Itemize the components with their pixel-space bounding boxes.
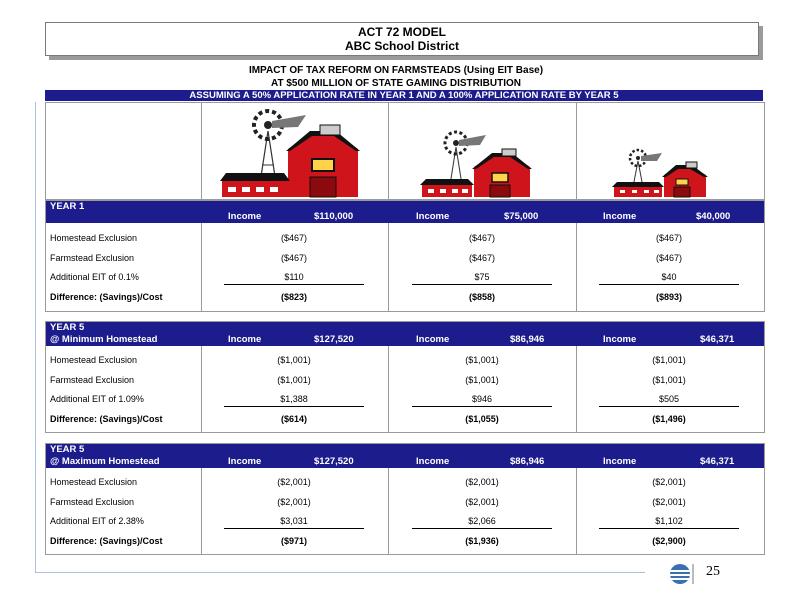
shed-icon (420, 179, 474, 197)
sum-underline (599, 406, 739, 407)
frame-bottom-line (35, 572, 645, 573)
cell-value: ($2,001) (465, 477, 499, 487)
barn-icon (662, 162, 708, 197)
cell-value: $3,031 (280, 516, 308, 526)
title-line-2: ABC School District (344, 39, 459, 53)
income-value: $46,371 (700, 334, 735, 345)
cell-value: ($1,001) (277, 375, 311, 385)
sum-underline (412, 528, 552, 529)
income-label: Income (228, 456, 262, 467)
title-line-1: ACT 72 MODEL (357, 25, 446, 39)
cell-value: ($2,001) (277, 477, 311, 487)
row-label: Additional EIT of 1.09% (50, 394, 144, 404)
subtitle-line-2: AT $500 MILLION OF STATE GAMING DISTRIBUTION (270, 78, 521, 89)
income-label: Income (228, 334, 262, 345)
cell-value: ($467) (280, 233, 307, 243)
shed-icon (220, 173, 290, 197)
assumption-banner: ASSUMING A 50% APPLICATION RATE IN YEAR 1 AND A 100% APPLICATION RATE BY YEAR 5 (45, 90, 763, 101)
section-header (46, 444, 764, 468)
cell-value: $1,388 (280, 394, 308, 404)
cell-value: ($1,001) (652, 355, 686, 365)
row-label-total: Difference: (Savings)/Cost (50, 292, 163, 302)
row-label: Farmstead Exclusion (50, 375, 135, 385)
sum-underline (599, 284, 739, 285)
section-year-1 (45, 200, 765, 312)
cell-value: ($467) (655, 233, 682, 243)
cell-value: $75 (474, 272, 490, 282)
row-label: Homestead Exclusion (50, 233, 138, 243)
cell-value: ($1,001) (277, 355, 311, 365)
row-label: Additional EIT of 0.1% (50, 272, 139, 282)
income-value: $127,520 (314, 456, 354, 467)
cell-value: ($2,001) (465, 497, 499, 507)
cell-total: ($2,900) (652, 536, 686, 546)
income-value: $40,000 (696, 211, 731, 222)
income-label: Income (228, 211, 262, 222)
barn-icon (286, 125, 360, 197)
income-value: $86,946 (510, 456, 545, 467)
section-title: YEAR 1 (50, 201, 85, 212)
sum-underline (599, 528, 739, 529)
barn-icon (472, 149, 532, 197)
cell-total: ($971) (280, 536, 307, 546)
cell-value: $110 (284, 272, 304, 282)
shed-icon (612, 182, 664, 197)
income-label: Income (603, 334, 637, 345)
income-label: Income (416, 334, 450, 345)
sum-underline (412, 284, 552, 285)
farm-illustration-row (45, 102, 765, 200)
row-label: Homestead Exclusion (50, 355, 138, 365)
section-subtitle: @ Maximum Homestead (50, 456, 160, 467)
section-subtitle: @ Minimum Homestead (50, 334, 158, 345)
income-label: Income (416, 456, 450, 467)
subtitle-line-1: IMPACT OF TAX REFORM ON FARMSTEADS (Using EIT Base) (248, 65, 544, 76)
income-value: $86,946 (510, 334, 545, 345)
cell-total: ($893) (655, 292, 682, 302)
page-number: 25 (706, 564, 720, 579)
sum-underline (412, 406, 552, 407)
farm-large-illustration (218, 103, 378, 199)
cell-value: ($467) (655, 253, 682, 263)
row-label: Farmstead Exclusion (50, 497, 135, 507)
cell-total: ($823) (280, 292, 307, 302)
cell-value: ($1,001) (652, 375, 686, 385)
income-label: Income (603, 456, 637, 467)
section-title: YEAR 5 (50, 444, 85, 455)
income-value: $110,000 (314, 211, 354, 222)
cell-total: ($858) (468, 292, 495, 302)
row-label: Homestead Exclusion (50, 477, 138, 487)
cell-value: ($2,001) (652, 477, 686, 487)
windmill-icon (630, 150, 662, 187)
income-value: $46,371 (700, 456, 735, 467)
cell-total: ($1,936) (465, 536, 499, 546)
income-value-label: Income (603, 211, 637, 222)
cell-value: ($467) (468, 253, 495, 263)
sum-underline (224, 528, 364, 529)
cell-total: ($1,496) (652, 414, 686, 424)
cell-total: ($1,055) (465, 414, 499, 424)
cell-value: ($1,001) (465, 355, 499, 365)
cell-value: $946 (471, 394, 493, 404)
cell-value: ($467) (280, 253, 307, 263)
cell-value: ($2,001) (652, 497, 686, 507)
income-value: $75,000 (504, 211, 539, 222)
cell-total: ($614) (280, 414, 307, 424)
cell-value: $1,102 (655, 516, 683, 526)
farm-small-illustration (606, 147, 726, 199)
company-logo-icon (666, 562, 696, 586)
row-label-total: Difference: (Savings)/Cost (50, 536, 163, 546)
sum-underline (224, 406, 364, 407)
cell-value: ($1,001) (465, 375, 499, 385)
section-year-5-minimum (45, 321, 765, 433)
cell-value: $40 (661, 272, 677, 282)
row-label: Additional EIT of 2.38% (50, 516, 144, 526)
row-label-total: Difference: (Savings)/Cost (50, 414, 163, 424)
sum-underline (224, 284, 364, 285)
cell-value: $505 (658, 394, 680, 404)
farm-medium-illustration (416, 127, 551, 199)
section-title: YEAR 5 (50, 322, 85, 333)
section-year-5-maximum (45, 443, 765, 555)
income-value: $127,520 (314, 334, 354, 345)
title-box (45, 22, 759, 56)
cell-value: ($2,001) (277, 497, 311, 507)
frame-left-line (35, 102, 36, 572)
section-header (46, 201, 764, 223)
row-label: Farmstead Exclusion (50, 253, 135, 263)
cell-value: $2,066 (468, 516, 496, 526)
income-label: Income (416, 211, 450, 222)
section-header (46, 322, 764, 346)
cell-value: ($467) (468, 233, 495, 243)
